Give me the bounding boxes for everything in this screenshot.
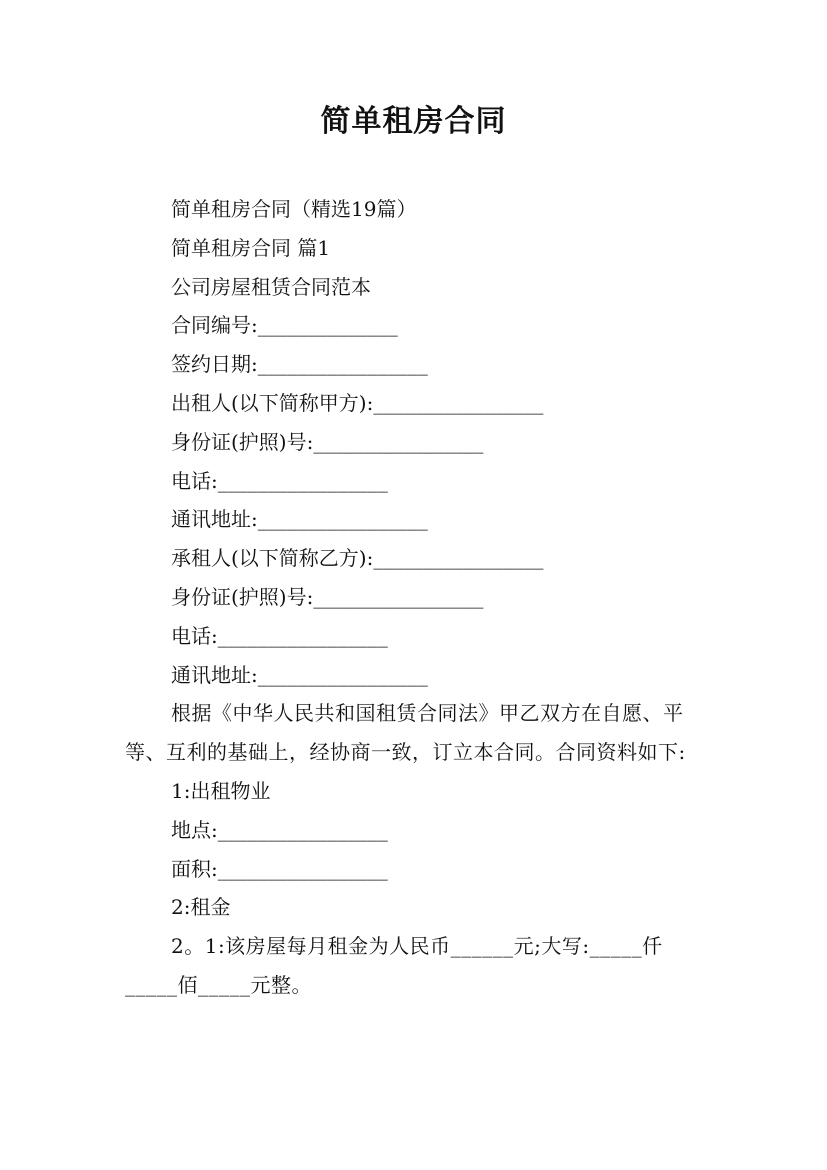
area-field: 面积:_________________ xyxy=(171,856,388,881)
document-body xyxy=(125,190,715,1005)
lessee-address-field: 通讯地址:_________________ xyxy=(171,662,428,687)
template-name: 公司房屋租赁合同范本 xyxy=(171,274,371,299)
document-title: 简单租房合同 xyxy=(320,104,507,139)
lessor-id-field: 身份证(护照)号:_________________ xyxy=(171,429,484,454)
lessee-id-field: 身份证(护照)号:_________________ xyxy=(171,584,484,609)
subtitle-line: 简单租房合同（精选19篇） xyxy=(171,197,417,221)
lessor-phone-field: 电话:_________________ xyxy=(171,468,388,493)
rent-paragraph: 2。1:该房屋每月租金为人民币______元;大写:_____仟_____佰_____元整。 xyxy=(125,934,663,997)
intro-paragraph: 根据《中华人民共和国租赁合同法》甲乙双方在自愿、平等、互利的基础上，经协商一致，订立本合同。合同资料如下: xyxy=(125,701,686,765)
property-heading: 1:出租物业 xyxy=(171,778,271,803)
lessee-field: 承租人(以下简称乙方):_________________ xyxy=(171,546,544,571)
lessor-address-field: 通讯地址:_________________ xyxy=(171,507,428,532)
contract-number-field: 合同编号:______________ xyxy=(171,313,398,338)
lessee-phone-field: 电话:_________________ xyxy=(171,623,388,648)
section-heading: 简单租房合同 篇1 xyxy=(171,235,331,260)
lessor-field: 出租人(以下简称甲方):_________________ xyxy=(171,390,544,415)
signing-date-field: 签约日期:_________________ xyxy=(171,352,428,377)
location-field: 地点:_________________ xyxy=(171,817,388,842)
rent-heading: 2:租金 xyxy=(171,895,231,920)
